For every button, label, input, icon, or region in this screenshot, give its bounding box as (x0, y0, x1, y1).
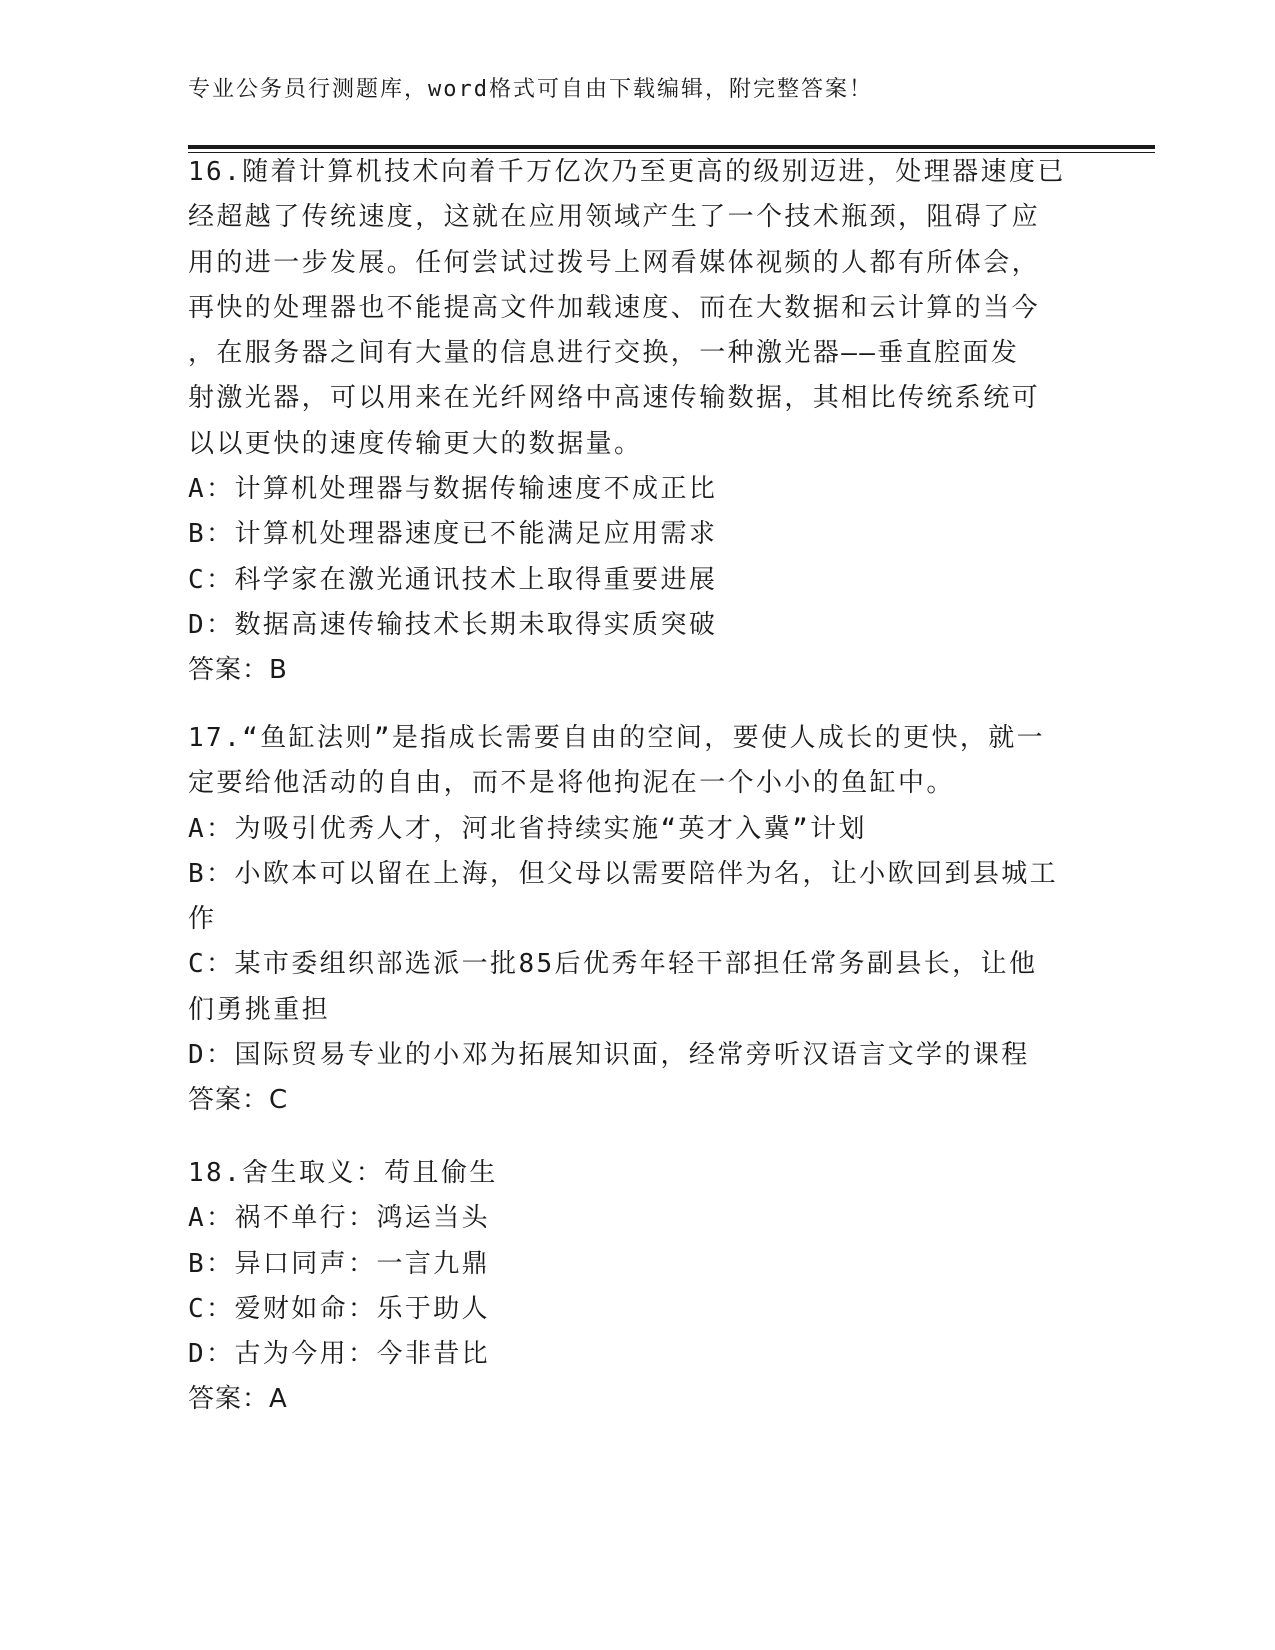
question-stem-line: 以以更快的速度传输更大的数据量。 (188, 428, 643, 459)
option-c-continued: 们勇挑重担 (188, 994, 331, 1025)
answer-line: 答案：A (188, 1384, 288, 1415)
question-stem-line: 定要给他活动的自由，而不是将他拘泥在一个小小的鱼缸中。 (188, 768, 955, 799)
option-b: B：计算机处理器速度已不能满足应用需求 (188, 519, 718, 550)
option-d: D：国际贸易专业的小邓为拓展知识面，经常旁听汉语言文学的课程 (188, 1040, 1030, 1071)
option-c: C：科学家在激光通讯技术上取得重要进展 (188, 564, 718, 595)
option-a: A：计算机处理器与数据传输速度不成正比 (188, 474, 718, 505)
question-stem-line: ，在服务器之间有大量的信息进行交换，一种激光器——垂直腔面发 (188, 338, 1020, 369)
question-stem-line: 用的进一步发展。任何尝试过拨号上网看媒体视频的人都有所体会， (188, 247, 1041, 278)
question-stem-line: 经超越了传统速度，这就在应用领域产生了一个技术瓶颈，阻碍了应 (188, 202, 1041, 233)
question-stem-line: 再快的处理器也不能提高文件加载速度、而在大数据和云计算的当今 (188, 292, 1041, 323)
option-c: C：爱财如命：乐于助人 (188, 1293, 491, 1324)
question-18 (188, 1151, 1088, 1423)
answer-line: 答案：B (188, 655, 288, 686)
question-stem-line: 17.“鱼缸法则”是指成长需要自由的空间，要使人成长的更快，就一 (188, 723, 1046, 753)
option-c: C：某市委组织部选派一批85后优秀年轻干部担任常务副县长，让他 (188, 949, 1038, 980)
option-a: A：为吸引优秀人才，河北省持续实施“英才入冀”计划 (188, 813, 867, 844)
question-stem-line: 射激光器，可以用来在光纤网络中高速传输数据，其相比传统系统可 (188, 383, 1041, 414)
option-d: D：古为今用：今非昔比 (188, 1339, 491, 1370)
option-b: B：异口同声：一言九鼎 (188, 1248, 491, 1279)
option-b-continued: 作 (188, 904, 217, 935)
question-stem-line: 18.舍生取义：苟且偷生 (188, 1158, 498, 1188)
question-17 (188, 716, 1088, 1124)
option-b: B：小欧本可以留在上海，但父母以需要陪伴为名，让小欧回到县城工 (188, 858, 1059, 889)
page-header: 专业公务员行测题库，word格式可自由下载编辑，附完整答案！ (188, 77, 873, 102)
answer-line: 答案：C (188, 1085, 289, 1116)
header-divider-thick (188, 145, 1155, 149)
option-d: D：数据高速传输技术长期未取得实质突破 (188, 609, 718, 640)
question-16 (188, 150, 1088, 694)
option-a: A：祸不单行：鸿运当头 (188, 1203, 491, 1234)
question-stem-line: 16.随着计算机技术向着千万亿次乃至更高的级别迈进，处理器速度已 (188, 157, 1066, 187)
